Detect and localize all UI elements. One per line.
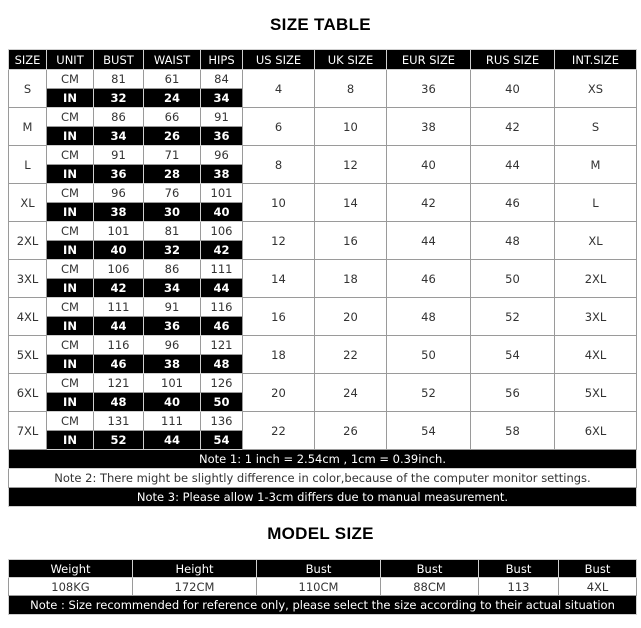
waist-in-value: 36 bbox=[144, 317, 201, 336]
size-label: 3XL bbox=[9, 260, 47, 298]
model-header-bust: Bust bbox=[257, 560, 381, 578]
hips-cm-value: 101 bbox=[201, 184, 243, 203]
note-1: Note 1: 1 inch = 2.54cm , 1cm = 0.39inch. bbox=[9, 450, 637, 469]
header-hips: HIPS bbox=[201, 50, 243, 70]
rus-size-value: 44 bbox=[471, 146, 555, 184]
unit-in-label: IN bbox=[47, 279, 94, 298]
header-int-size: INT.SIZE bbox=[555, 50, 637, 70]
uk-size-value: 24 bbox=[315, 374, 387, 412]
us-size-value: 10 bbox=[243, 184, 315, 222]
waist-in-value: 38 bbox=[144, 355, 201, 374]
us-size-value: 22 bbox=[243, 412, 315, 450]
waist-cm-value: 66 bbox=[144, 108, 201, 127]
us-size-value: 16 bbox=[243, 298, 315, 336]
size-row-cm bbox=[9, 108, 637, 127]
model-size-title: MODEL SIZE bbox=[267, 524, 374, 543]
eur-size-value: 46 bbox=[387, 260, 471, 298]
header-us-size: US SIZE bbox=[243, 50, 315, 70]
size-label: 4XL bbox=[9, 298, 47, 336]
hips-in-value: 54 bbox=[201, 431, 243, 450]
size-label: L bbox=[9, 146, 47, 184]
model-value-height: 172CM bbox=[133, 578, 257, 596]
int-size-value: XS bbox=[555, 70, 637, 108]
unit-cm-label: CM bbox=[47, 184, 94, 203]
hips-in-value: 40 bbox=[201, 203, 243, 222]
eur-size-value: 44 bbox=[387, 222, 471, 260]
hips-cm-value: 106 bbox=[201, 222, 243, 241]
hips-cm-value: 84 bbox=[201, 70, 243, 89]
waist-cm-value: 91 bbox=[144, 298, 201, 317]
model-header-bust: Bust bbox=[479, 560, 559, 578]
waist-in-value: 30 bbox=[144, 203, 201, 222]
waist-cm-value: 61 bbox=[144, 70, 201, 89]
bust-in-value: 48 bbox=[94, 393, 144, 412]
unit-in-label: IN bbox=[47, 355, 94, 374]
unit-cm-label: CM bbox=[47, 222, 94, 241]
waist-cm-value: 81 bbox=[144, 222, 201, 241]
size-table-title: SIZE TABLE bbox=[270, 15, 371, 34]
bust-cm-value: 81 bbox=[94, 70, 144, 89]
header-bust: BUST bbox=[94, 50, 144, 70]
bust-in-value: 32 bbox=[94, 89, 144, 108]
us-size-value: 4 bbox=[243, 70, 315, 108]
us-size-value: 8 bbox=[243, 146, 315, 184]
int-size-value: 4XL bbox=[555, 336, 637, 374]
bust-cm-value: 91 bbox=[94, 146, 144, 165]
uk-size-value: 16 bbox=[315, 222, 387, 260]
hips-in-value: 44 bbox=[201, 279, 243, 298]
size-row-cm bbox=[9, 146, 637, 165]
bust-cm-value: 86 bbox=[94, 108, 144, 127]
bust-cm-value: 111 bbox=[94, 298, 144, 317]
hips-in-value: 34 bbox=[201, 89, 243, 108]
unit-in-label: IN bbox=[47, 317, 94, 336]
eur-size-value: 52 bbox=[387, 374, 471, 412]
rus-size-value: 52 bbox=[471, 298, 555, 336]
size-table-header-row bbox=[9, 50, 637, 70]
bust-in-value: 42 bbox=[94, 279, 144, 298]
hips-cm-value: 111 bbox=[201, 260, 243, 279]
uk-size-value: 8 bbox=[315, 70, 387, 108]
size-label: 7XL bbox=[9, 412, 47, 450]
unit-in-label: IN bbox=[47, 241, 94, 260]
hips-in-value: 50 bbox=[201, 393, 243, 412]
rus-size-value: 54 bbox=[471, 336, 555, 374]
model-header-weight: Weight bbox=[9, 560, 133, 578]
eur-size-value: 50 bbox=[387, 336, 471, 374]
unit-cm-label: CM bbox=[47, 260, 94, 279]
int-size-value: M bbox=[555, 146, 637, 184]
bust-in-value: 52 bbox=[94, 431, 144, 450]
model-header-bust: Bust bbox=[381, 560, 479, 578]
size-row-cm bbox=[9, 184, 637, 203]
waist-cm-value: 76 bbox=[144, 184, 201, 203]
unit-in-label: IN bbox=[47, 431, 94, 450]
hips-cm-value: 91 bbox=[201, 108, 243, 127]
eur-size-value: 36 bbox=[387, 70, 471, 108]
model-value-bust: 110CM bbox=[257, 578, 381, 596]
hips-cm-value: 126 bbox=[201, 374, 243, 393]
waist-cm-value: 86 bbox=[144, 260, 201, 279]
waist-cm-value: 96 bbox=[144, 336, 201, 355]
unit-cm-label: CM bbox=[47, 412, 94, 431]
bust-cm-value: 96 bbox=[94, 184, 144, 203]
us-size-value: 20 bbox=[243, 374, 315, 412]
unit-cm-label: CM bbox=[47, 108, 94, 127]
rus-size-value: 56 bbox=[471, 374, 555, 412]
size-row-cm bbox=[9, 412, 637, 431]
rus-size-value: 48 bbox=[471, 222, 555, 260]
unit-cm-label: CM bbox=[47, 70, 94, 89]
bust-cm-value: 116 bbox=[94, 336, 144, 355]
size-row-cm bbox=[9, 336, 637, 355]
model-note: Note : Size recommended for reference only, please select the size according to their actual situation bbox=[9, 596, 637, 615]
hips-in-value: 42 bbox=[201, 241, 243, 260]
waist-cm-value: 111 bbox=[144, 412, 201, 431]
model-value-bust: 4XL bbox=[559, 578, 637, 596]
size-label: 2XL bbox=[9, 222, 47, 260]
us-size-value: 6 bbox=[243, 108, 315, 146]
rus-size-value: 58 bbox=[471, 412, 555, 450]
rus-size-value: 46 bbox=[471, 184, 555, 222]
bust-in-value: 46 bbox=[94, 355, 144, 374]
unit-in-label: IN bbox=[47, 393, 94, 412]
int-size-value: 6XL bbox=[555, 412, 637, 450]
hips-in-value: 48 bbox=[201, 355, 243, 374]
int-size-value: 5XL bbox=[555, 374, 637, 412]
size-row-cm bbox=[9, 260, 637, 279]
size-row-cm bbox=[9, 70, 637, 89]
size-label: 6XL bbox=[9, 374, 47, 412]
bust-in-value: 34 bbox=[94, 127, 144, 146]
model-value-bust: 113 bbox=[479, 578, 559, 596]
us-size-value: 12 bbox=[243, 222, 315, 260]
uk-size-value: 20 bbox=[315, 298, 387, 336]
header-size: SIZE bbox=[9, 50, 47, 70]
header-unit: UNIT bbox=[47, 50, 94, 70]
hips-cm-value: 136 bbox=[201, 412, 243, 431]
header-rus-size: RUS SIZE bbox=[471, 50, 555, 70]
size-row-cm bbox=[9, 222, 637, 241]
model-value-bust: 88CM bbox=[381, 578, 479, 596]
size-row-cm bbox=[9, 298, 637, 317]
waist-in-value: 32 bbox=[144, 241, 201, 260]
hips-cm-value: 96 bbox=[201, 146, 243, 165]
bust-cm-value: 106 bbox=[94, 260, 144, 279]
uk-size-value: 18 bbox=[315, 260, 387, 298]
size-label: S bbox=[9, 70, 47, 108]
int-size-value: L bbox=[555, 184, 637, 222]
model-value-row bbox=[9, 578, 637, 596]
waist-in-value: 44 bbox=[144, 431, 201, 450]
waist-in-value: 26 bbox=[144, 127, 201, 146]
unit-in-label: IN bbox=[47, 165, 94, 184]
bust-cm-value: 101 bbox=[94, 222, 144, 241]
model-value-weight: 108KG bbox=[9, 578, 133, 596]
uk-size-value: 26 bbox=[315, 412, 387, 450]
header-eur-size: EUR SIZE bbox=[387, 50, 471, 70]
unit-in-label: IN bbox=[47, 89, 94, 108]
model-header-height: Height bbox=[133, 560, 257, 578]
size-label: 5XL bbox=[9, 336, 47, 374]
rus-size-value: 50 bbox=[471, 260, 555, 298]
model-size-table bbox=[8, 559, 637, 615]
header-waist: WAIST bbox=[144, 50, 201, 70]
bust-in-value: 40 bbox=[94, 241, 144, 260]
bust-in-value: 36 bbox=[94, 165, 144, 184]
size-label: M bbox=[9, 108, 47, 146]
unit-in-label: IN bbox=[47, 203, 94, 222]
uk-size-value: 12 bbox=[315, 146, 387, 184]
eur-size-value: 38 bbox=[387, 108, 471, 146]
bust-in-value: 38 bbox=[94, 203, 144, 222]
model-header-row bbox=[9, 560, 637, 578]
bust-cm-value: 131 bbox=[94, 412, 144, 431]
waist-in-value: 28 bbox=[144, 165, 201, 184]
eur-size-value: 42 bbox=[387, 184, 471, 222]
int-size-value: XL bbox=[555, 222, 637, 260]
hips-in-value: 38 bbox=[201, 165, 243, 184]
unit-in-label: IN bbox=[47, 127, 94, 146]
waist-in-value: 24 bbox=[144, 89, 201, 108]
unit-cm-label: CM bbox=[47, 374, 94, 393]
size-table bbox=[8, 49, 637, 507]
us-size-value: 14 bbox=[243, 260, 315, 298]
note-3: Note 3: Please allow 1-3cm differs due to manual measurement. bbox=[9, 488, 637, 507]
int-size-value: S bbox=[555, 108, 637, 146]
size-row-cm bbox=[9, 374, 637, 393]
waist-cm-value: 101 bbox=[144, 374, 201, 393]
header-uk-size: UK SIZE bbox=[315, 50, 387, 70]
hips-cm-value: 121 bbox=[201, 336, 243, 355]
rus-size-value: 40 bbox=[471, 70, 555, 108]
unit-cm-label: CM bbox=[47, 146, 94, 165]
model-header-bust: Bust bbox=[559, 560, 637, 578]
hips-cm-value: 116 bbox=[201, 298, 243, 317]
uk-size-value: 22 bbox=[315, 336, 387, 374]
note-2: Note 2: There might be slightly difference in color,because of the computer monitor settings. bbox=[9, 469, 637, 488]
eur-size-value: 54 bbox=[387, 412, 471, 450]
uk-size-value: 10 bbox=[315, 108, 387, 146]
waist-in-value: 34 bbox=[144, 279, 201, 298]
int-size-value: 2XL bbox=[555, 260, 637, 298]
uk-size-value: 14 bbox=[315, 184, 387, 222]
us-size-value: 18 bbox=[243, 336, 315, 374]
eur-size-value: 48 bbox=[387, 298, 471, 336]
int-size-value: 3XL bbox=[555, 298, 637, 336]
unit-cm-label: CM bbox=[47, 298, 94, 317]
unit-cm-label: CM bbox=[47, 336, 94, 355]
waist-in-value: 40 bbox=[144, 393, 201, 412]
hips-in-value: 36 bbox=[201, 127, 243, 146]
waist-cm-value: 71 bbox=[144, 146, 201, 165]
eur-size-value: 40 bbox=[387, 146, 471, 184]
rus-size-value: 42 bbox=[471, 108, 555, 146]
bust-in-value: 44 bbox=[94, 317, 144, 336]
bust-cm-value: 121 bbox=[94, 374, 144, 393]
size-label: XL bbox=[9, 184, 47, 222]
hips-in-value: 46 bbox=[201, 317, 243, 336]
